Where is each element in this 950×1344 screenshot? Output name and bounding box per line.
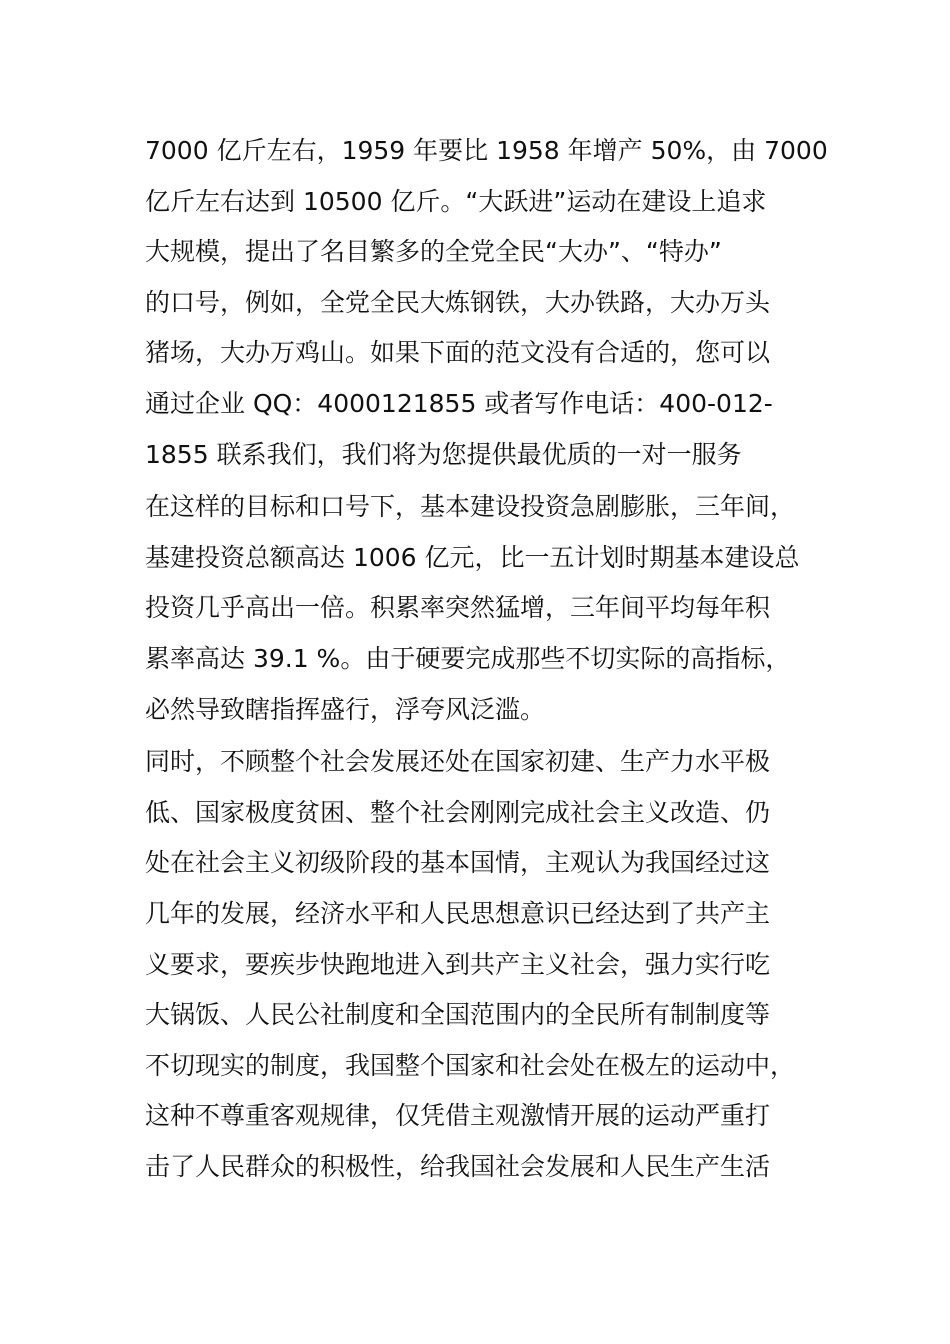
text-line: 投资几乎高出一倍。积累率突然猛增，三年间平均每年积 xyxy=(145,593,771,623)
text-line: 几年的发展，经济水平和人民思想意识已经达到了共产主 xyxy=(145,898,771,928)
text-line: 处在社会主义初级阶段的基本国情，主观认为我国经过这 xyxy=(145,848,771,878)
text-line: 亿斤左右达到 10500 亿斤。“大跃进”运动在建设上追求 xyxy=(145,186,767,216)
text-line: 低、国家极度贫困、整个社会刚刚完成社会主义改造、仍 xyxy=(145,797,771,827)
text-line: 同时，不顾整个社会发展还处在国家初建、生产力水平极 xyxy=(145,747,771,777)
text-line: 在这样的目标和口号下，基本建设投资急剧膨胀，三年间， xyxy=(145,492,796,522)
paragraph-2 xyxy=(145,482,805,735)
paragraph-3 xyxy=(145,737,805,1192)
text-line: 不切现实的制度，我国整个国家和社会处在极左的运动中， xyxy=(145,1050,796,1080)
text-line: 猪场，大办万鸡山。如果下面的范文没有合适的，您可以 xyxy=(145,338,771,368)
document-body xyxy=(145,126,828,1192)
text-line: 大规模，提出了名目繁多的全党全民“大办”、“特办” xyxy=(145,237,722,267)
text-line: 累率高达 39.1 %。由于硬要完成那些不切实际的高指标， xyxy=(145,643,791,673)
text-line: 7000 亿斤左右，1959 年要比 1958 年增产 50%，由 7000 xyxy=(145,136,828,165)
text-line: 通过企业 QQ：4000121855 或者写作电话：400-012- xyxy=(145,388,773,418)
text-line: 基建投资总额高达 1006 亿元，比一五计划时期基本建设总 xyxy=(145,542,800,572)
paragraph-1 xyxy=(145,126,828,480)
text-line: 必然导致瞎指挥盛行，浮夸风泛滥。 xyxy=(145,694,546,724)
text-line: 的口号，例如，全党全民大炼钢铁，大办铁路，大办万头 xyxy=(145,287,771,317)
text-line: 大锅饭、人民公社制度和全国范围内的全民所有制制度等 xyxy=(145,1000,771,1030)
text-line: 义要求，要疾步快跑地进入到共产主义社会，强力实行吃 xyxy=(145,949,771,979)
text-line: 这种不尊重客观规律，仅凭借主观激情开展的运动严重打 xyxy=(145,1101,771,1131)
text-line: 1855 联系我们，我们将为您提供最优质的一对一服务 xyxy=(145,439,742,469)
text-line: 击了人民群众的积极性，给我国社会发展和人民生产生活 xyxy=(145,1151,771,1181)
